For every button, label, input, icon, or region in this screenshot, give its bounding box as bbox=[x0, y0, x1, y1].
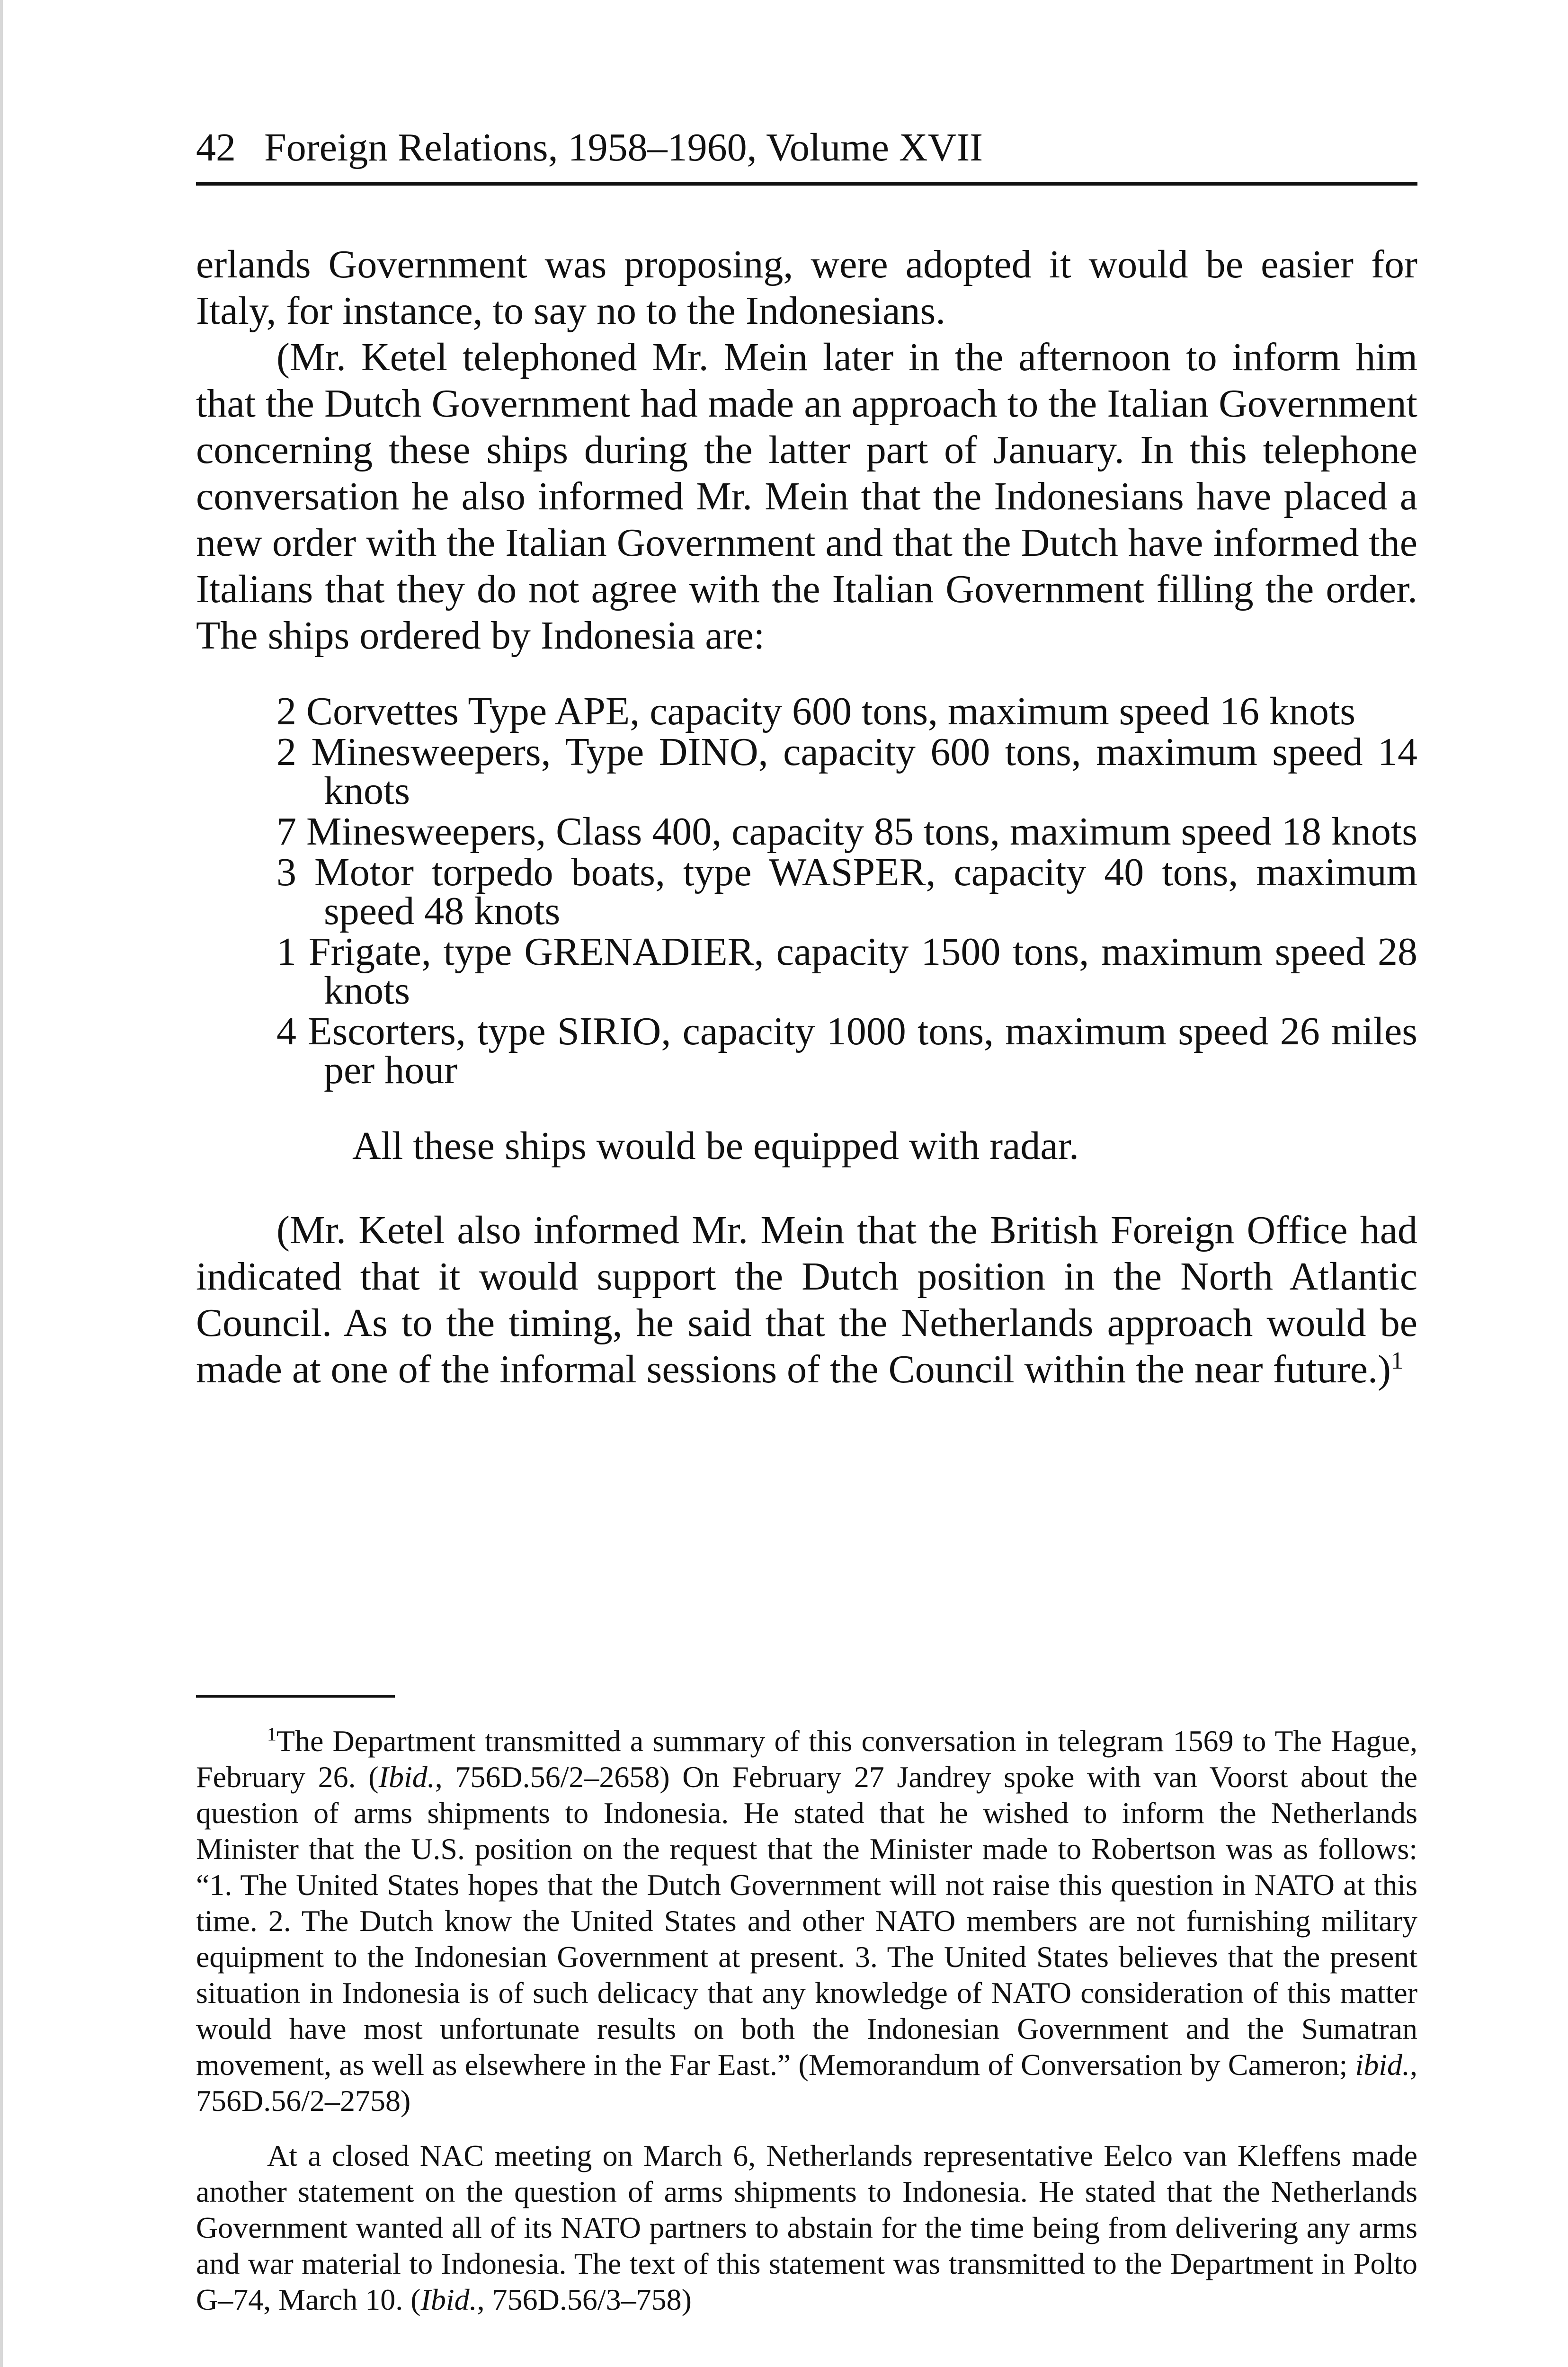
main-text bbox=[196, 241, 1417, 1393]
equipment-note: All these ships would be equipped with radar. bbox=[352, 1124, 1079, 1168]
footnote-text: , 756D.56/2–2658) On February 27 Jandrey spoke with van Voorst about the question of arms shipments to Indonesia. He stated that he wished to inform the Netherlands Minister that the U.S. position on the request that the Minister made to Robertson was as follows: “1. The United States hopes that the Dutch Government will not raise this question in NATO at this time. 2. The Dutch know the United States and other NATO members are not furnishing military equipment to the Indonesian Government at present. 3. The United States believes that the present situation in Indonesia is of such delicacy that any knowledge of NATO consideration of this matter would have most unfortunate results on both the Indonesian Government and the Sumatran movement, as well as elsewhere in the Far East.” (Memorandum of Conversation by Cameron; bbox=[196, 1760, 1418, 2082]
footnote-1-continued bbox=[196, 2138, 1417, 2318]
footnote-ibid: Ibid. bbox=[378, 1760, 435, 1794]
footnote-ibid: ibid. bbox=[1355, 2048, 1410, 2082]
footnote-ref: 1 bbox=[1390, 1347, 1404, 1374]
paragraph-text: (Mr. Ketel also informed Mr. Mein that the British Foreign Office had indicated that it would support the Dutch position in the North Atlantic Council. As to the timing, he said that the Netherlands approach would be made at one of the informal sessions of the Council within the near future.) bbox=[196, 1208, 1417, 1391]
page-edge bbox=[0, 0, 3, 2367]
list-item: 2 Minesweepers, Type DINO, capacity 600 tons, maximum speed 14 knots bbox=[276, 730, 1417, 813]
list-item: 3 Motor torpedo boats, type WASPER, capacity 40 tons, maximum speed 48 knots bbox=[276, 850, 1417, 933]
footnotes bbox=[196, 1723, 1417, 2318]
paragraph-continued: erlands Government was proposing, were adopted it would be easier for Italy, for instance, to say no to the Indonesians. bbox=[196, 242, 1417, 333]
header-rule bbox=[196, 182, 1417, 186]
footnote-text: At a closed NAC meeting on March 6, Netherlands representative Eelco van Kleffens made another statement on the question of arms shipments to Indonesia. He stated that the Netherlands Government wanted all of its NATO partners to abstain for the time being from delivering any arms and war material to Indonesia. The text of this statement was transmitted to the Department in Polto G–74, March 10. ( bbox=[196, 2139, 1417, 2316]
running-head bbox=[196, 124, 1417, 171]
list-item: 2 Corvettes Type APE, capacity 600 tons, maximum speed 16 knots bbox=[276, 689, 1355, 733]
list-item: 1 Frigate, type GRENADIER, capacity 1500 tons, maximum speed 28 knots bbox=[276, 930, 1417, 1013]
running-title: Foreign Relations, 1958–1960, Volume XVII bbox=[264, 125, 983, 169]
footnote-text: , 756D.56/3–758) bbox=[477, 2283, 692, 2316]
footnote-marker: 1 bbox=[267, 1724, 276, 1745]
page-number: 42 bbox=[196, 125, 236, 169]
ship-order-list bbox=[276, 689, 1417, 1092]
footnote-text: The Department transmitted a summary of this conversation in telegram 1569 to The Hague, February 26. ( bbox=[196, 1724, 1417, 1794]
list-item: 7 Minesweepers, Class 400, capacity 85 tons, maximum speed 18 knots bbox=[276, 810, 1417, 854]
footnote-text: , 756D.56/2–2758) bbox=[196, 2048, 1417, 2118]
paragraph-british-foreign-office bbox=[196, 1207, 1417, 1393]
footnote-ibid: Ibid. bbox=[420, 2283, 477, 2316]
footnote-rule bbox=[196, 1695, 395, 1698]
footnote-1 bbox=[196, 1723, 1417, 2119]
list-item: 4 Escorters, type SIRIO, capacity 1000 tons, maximum speed 26 miles per hour bbox=[276, 1009, 1417, 1092]
paragraph-ketel-telephone: (Mr. Ketel telephoned Mr. Mein later in the afternoon to inform him that the Dutch Government had made an approach to the Italian Government concerning these ships during the latter part of January. In this telephone conversation he also informed Mr. Mein that the Indonesians have placed a new order with the Italian Government and that the Dutch have informed the Italians that they do not agree with the Italian Government filling the order. The ships ordered by Indonesia are: bbox=[196, 335, 1417, 658]
